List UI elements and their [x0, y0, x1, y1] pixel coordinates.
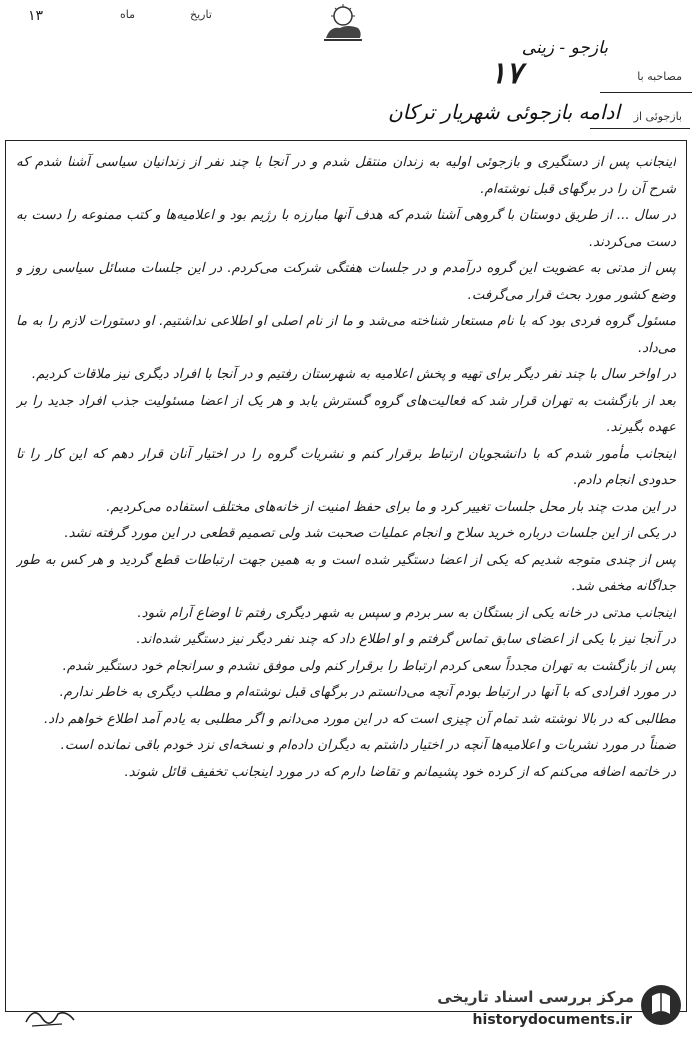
watermark-title: مرکز بررسی اسناد تاریخی — [437, 988, 634, 1006]
body-line: پس از چندی متوجه شدیم که یکی از اعضا دستگیر شده است و به همین جهت ارتباطات قطع گردید و هر کس به طور جداگانه مخفی شد. — [16, 552, 676, 594]
subject-handwriting: ادامه بازجوئی شهریار ترکان — [387, 100, 620, 124]
interrogator-handwriting: بازجو - زینی — [521, 38, 608, 58]
subject-field-rule — [590, 128, 690, 129]
body-line: ضمناً در مورد نشریات و اعلامیه‌ها آنچه در اختیار داشتم به دیگران داده‌ام و نسخه‌ای نزد خودم باقی نمانده است. — [60, 738, 676, 753]
body-line: اینجانب مأمور شدم که با دانشجویان ارتباط برقرار کنم و نشریات گروه را در اختیار آنان قرار دهم که این کار را تا حدودی انجام دادم. — [16, 446, 676, 488]
interview-field-label: مصاحبه با — [637, 70, 682, 83]
body-line: مطالبی که در بالا نوشته شد تمام آن چیزی است که در این مورد می‌دانم و اگر مطلبی به یادم آمد اطلاع خواهم داد. — [44, 711, 676, 727]
handwritten-body — [16, 150, 676, 1008]
lion-and-sun-emblem-icon — [318, 2, 368, 42]
body-line: در مورد افرادی که با آنها در ارتباط بودم آنچه می‌دانستم در برگهای قبل نوشته‌ام و مطلب دیگری به خاطر ندارم. — [59, 685, 676, 700]
body-line: در یکی از این جلسات درباره خرید سلاح و انجام عملیات صحبت شد ولی تصمیم قطعی در این مورد گرفته نشد. — [64, 526, 676, 541]
body-line: اینجانب مدتی در خانه یکی از بستگان به سر بردم و سپس به شهر دیگری رفتم تا اوضاع آرام شود. — [137, 605, 676, 621]
watermark-url: historydocuments.ir — [472, 1012, 632, 1028]
body-line: اینجانب پس از دستگیری و بازجوئی اولیه به زندان منتقل شدم و در آنجا با چند نفر از زندانیان سیاسی آشنا شدم که شرح آن را در برگهای قبل نوشته‌ام. — [16, 155, 676, 197]
archive-logo-icon — [638, 982, 684, 1028]
archive-watermark — [402, 984, 692, 1036]
body-line: پس از مدتی به عضویت این گروه درآمدم و در جلسات هفتگی شرکت می‌کردم. در این جلسات مسائل سیاسی روز و وضع کشور مورد بحث قرار می‌گرفت. — [16, 261, 676, 303]
header-number: ۱۳ — [28, 8, 44, 24]
body-line: بعد از بازگشت به تهران قرار شد که فعالیت‌های گروه گسترش یابد و هر یک از اعضا مسئولیت جذب افراد جدید را بر عهده بگیرند. — [16, 393, 676, 435]
body-line: در آنجا نیز با یکی از اعضای سابق تماس گرفتم و او اطلاع داد که چند نفر دیگر نیز دستگیر شده‌اند. — [136, 632, 676, 647]
body-line: مسئول گروه فردی بود که با نام مستعار شناخته می‌شد و ما از نام اصلی او اطلاعی نداشتیم. او دستورات لازم را به ما می‌داد. — [16, 314, 676, 356]
body-line: پس از بازگشت به تهران مجدداً سعی کردم ارتباط را برقرار کنم ولی موفق نشدم و سرانجام خود دستگیر شدم. — [62, 658, 676, 674]
interrogation-field-label: بازجوئی از — [633, 110, 682, 123]
body-line: در این مدت چند بار محل جلسات تغییر کرد و ما برای حفظ امنیت از خانه‌های مختلف استفاده می‌کردیم. — [106, 499, 676, 515]
header-date-label: تاریخ — [190, 8, 212, 21]
body-line: در اواخر سال با چند نفر دیگر برای تهیه و پخش اعلامیه به شهرستان رفتیم و در آنجا با افراد دیگری نیز ملاقات کردیم. — [31, 367, 676, 382]
handwritten-page-number: ۱۷ — [490, 56, 523, 91]
body-line: در خاتمه اضافه می‌کنم که از کرده خود پشیمانم و تقاضا دارم که در مورد اینجانب تخفیف قائل شوند. — [124, 764, 676, 780]
signature-mark — [22, 1000, 82, 1030]
interview-field-rule — [600, 92, 692, 93]
header-month-label: ماه — [120, 8, 136, 21]
body-line: در سال ... از طریق دوستان با گروهی آشنا شدم که هدف آنها مبارزه با رژیم بود و اعلامیه‌ها و کتب ممنوعه را دست به دست می‌کردند. — [16, 208, 676, 250]
